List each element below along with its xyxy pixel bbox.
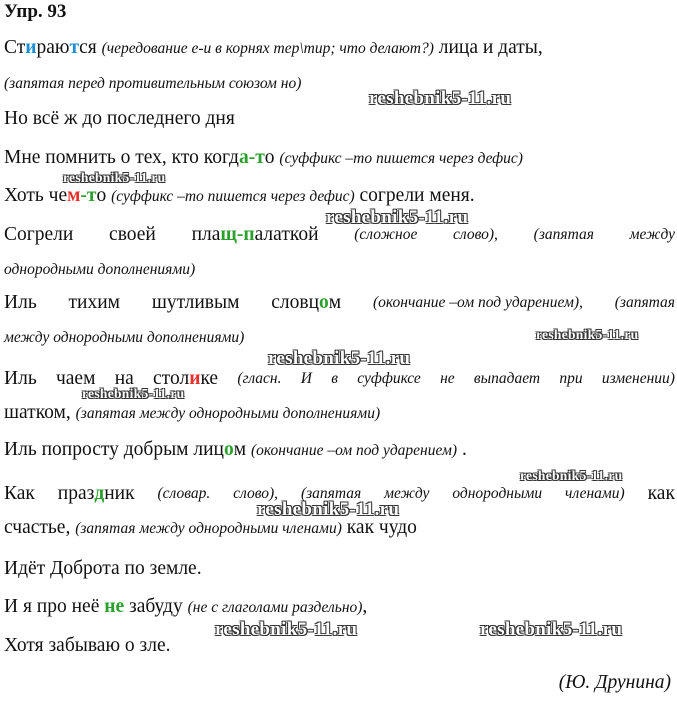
watermark: reshebnik5-11.ru (536, 327, 639, 342)
poem-line-15: Идёт Доброта по земле. (4, 558, 202, 579)
poem-line-13: Как праздник (словар. слово), (запятая между однородными членами) как (4, 483, 675, 504)
highlight-letter: -т (248, 147, 265, 168)
comment: (суффикс –то пишется через дефис) (111, 188, 355, 205)
poem-line-3: Но всё ж до последнего дня (4, 108, 235, 129)
highlight-letter: м (67, 185, 81, 206)
comment: (суффикс –то пишется через дефис) (279, 150, 523, 167)
highlight-letter: -п (236, 224, 255, 245)
comment-line-9: между однородными дополнениями) (4, 329, 245, 346)
watermark: reshebnik5-11.ru (215, 619, 358, 640)
highlight-letter: -т (80, 185, 97, 206)
watermark: reshebnik5-11.ru (63, 170, 166, 185)
highlight-letter: д (94, 483, 105, 504)
exercise-title: Упр. 93 (4, 1, 67, 22)
comment-line-7: однородными дополнениями) (4, 261, 196, 278)
comment: (окончание –ом под ударением) (250, 442, 458, 459)
comment: (не с глаголами раздельно) (187, 599, 363, 616)
highlight-letter: щ (220, 224, 237, 245)
poem-line-1: Стираются (чередование е-и в корнях тер\тир; что делают?) лица и даты, (4, 37, 543, 58)
comment-line-2: (запятая перед противительным союзом но) (4, 75, 302, 92)
poem-line-17: Хотя забываю о зле. (4, 635, 171, 656)
watermark: reshebnik5-11.ru (257, 499, 400, 520)
highlight-letter: о (319, 292, 329, 313)
poem-line-6: Согрели своей плащ-палаткой (сложное слово), (запятая между (4, 224, 675, 245)
watermark: reshebnik5-11.ru (326, 207, 469, 228)
poem-line-8: Иль тихим шутливым словцом (окончание –ом под ударением), (запятая (4, 292, 675, 313)
highlight-letter: т (69, 37, 80, 58)
watermark: reshebnik5-11.ru (480, 619, 623, 640)
highlight-letter: о (224, 439, 234, 460)
poem-line-14: счастье, (запятая между однородными членами) как чудо (4, 517, 417, 538)
highlight-letter: а (238, 147, 249, 168)
highlight-letter: и (25, 37, 37, 58)
poem-line-11: шатком, (запятая между однородными дополнениями) (4, 402, 381, 423)
watermark: reshebnik5-11.ru (369, 88, 512, 109)
author-signature: (Ю. Друнина) (558, 672, 671, 693)
watermark: reshebnik5-11.ru (520, 468, 623, 483)
comment: (запятая между однородными членами) (75, 520, 342, 537)
comment: (чередование е-и в корнях тер\тир; что делают?) (101, 40, 434, 57)
poem-line-16: И я про неё не забуду (не с глаголами раздельно), (4, 596, 368, 617)
comment: (запятая между однородными дополнениями) (75, 405, 381, 422)
poem-line-10: Иль чаем на столике (гласн. И в суффиксе не выпадает при изменении) (4, 368, 675, 389)
poem-line-5: Хоть чем-то (суффикс –то пишется через дефис) согрели меня. (4, 185, 475, 206)
watermark: reshebnik5-11.ru (82, 386, 185, 401)
watermark: reshebnik5-11.ru (268, 348, 411, 369)
highlight-letter: не (104, 596, 125, 617)
poem-line-4: Мне помнить о тех, кто когда-то (суффикс –то пишется через дефис) (4, 147, 523, 168)
highlight-letter: и (189, 368, 201, 389)
poem-line-12: Иль попросту добрым лицом (окончание –ом под ударением) . (4, 439, 467, 460)
